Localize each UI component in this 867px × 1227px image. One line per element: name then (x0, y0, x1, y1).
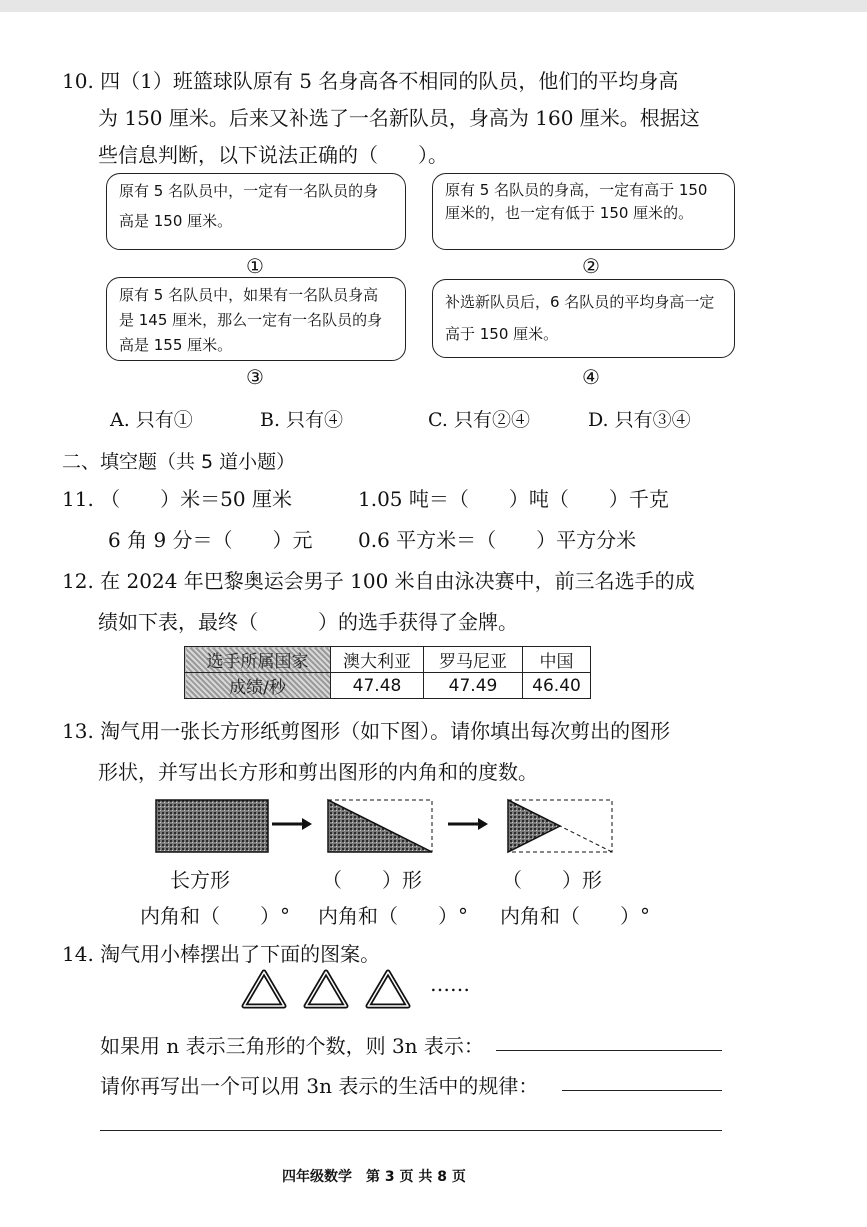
q13-line2: 形状，并写出长方形和剪出图形的内角和的度数。 (98, 760, 538, 784)
table-cell: 澳大利亚 (331, 647, 424, 673)
isosceles-triangle-shape (508, 800, 612, 852)
ellipsis: …… (430, 972, 470, 996)
table-cell: 47.49 (424, 673, 523, 699)
statement-box-2: 原有 5 名队员的身高，一定有高于 150 厘米的，也一定有低于 150 厘米的。 (432, 173, 735, 250)
statement-box-1: 原有 5 名队员中，一定有一名队员的身高是 150 厘米。 (106, 173, 406, 250)
q11-c: 6 角 9 分＝（ ）元 (108, 528, 313, 552)
label-circle-2: ② (582, 254, 600, 278)
table-row (185, 647, 591, 673)
shape-label-3: （ ）形 (502, 868, 602, 892)
q10-line2: 为 150 厘米。后来又补选了一名新队员，身高为 160 厘米。根据这 (98, 106, 700, 130)
q11-a: 11. （ ）米＝50 厘米 (62, 487, 292, 511)
table-row (185, 673, 591, 699)
q13-line1: 13. 淘气用一张长方形纸剪图形（如下图）。请你填出每次剪出的图形 (62, 719, 671, 743)
arrow-icon (448, 818, 488, 830)
stick-triangle-icon (306, 972, 346, 1006)
q12-line2: 绩如下表，最终（ ）的选手获得了金牌。 (98, 610, 518, 634)
right-triangle-shape (328, 800, 432, 852)
label-circle-4: ④ (582, 365, 600, 389)
answer-line-2[interactable] (562, 1090, 722, 1091)
row-header-country: 选手所属国家 (185, 647, 331, 673)
angle-sum-1: 内角和（ ）° (140, 904, 290, 928)
q12-line1: 12. 在 2024 年巴黎奥运会男子 100 米自由泳决赛中，前三名选手的成 (62, 569, 695, 593)
stick-triangle-icon (368, 972, 408, 1006)
q14-line3: 请你再写出一个可以用 3n 表示的生活中的规律： (100, 1074, 539, 1098)
page-footer: 四年级数学 第 3 页 共 8 页 (282, 1169, 466, 1185)
statement-box-3: 原有 5 名队员中，如果有一名队员身高是 145 厘米，那么一定有一名队员的身高是 155 厘米。 (106, 277, 406, 361)
q14-line2: 如果用 n 表示三角形的个数，则 3n 表示： (100, 1034, 484, 1058)
label-circle-1: ① (246, 254, 264, 278)
table-cell: 中国 (523, 647, 591, 673)
table-cell: 46.40 (523, 673, 591, 699)
rectangle-shape (156, 800, 268, 852)
option-d: D. 只有③④ (588, 409, 691, 431)
answer-line-3[interactable] (100, 1130, 722, 1131)
q14-line1: 14. 淘气用小棒摆出了下面的图案。 (62, 942, 381, 966)
stick-triangles-pattern (240, 968, 420, 1010)
table-cell: 47.48 (331, 673, 424, 699)
option-b: B. 只有④ (260, 409, 344, 431)
shape-label-2: （ ）形 (322, 868, 422, 892)
row-header-score: 成绩/秒 (185, 673, 331, 699)
stick-triangle-icon (244, 972, 284, 1006)
scan-top-edge (0, 0, 867, 12)
answer-line-1[interactable] (496, 1050, 722, 1051)
paper-cutting-diagram (150, 792, 620, 858)
q11-d: 0.6 平方米＝（ ）平方分米 (358, 528, 637, 552)
q10-line1: 10. 四（1）班篮球队原有 5 名身高各不相同的队员，他们的平均身高 (62, 69, 679, 93)
q10-line3: 些信息判断，以下说法正确的（ ）。 (98, 143, 448, 167)
statement-box-4: 补选新队员后，6 名队员的平均身高一定高于 150 厘米。 (432, 279, 735, 358)
results-table (184, 646, 591, 699)
option-c: C. 只有②④ (428, 409, 530, 431)
arrow-icon (272, 818, 312, 830)
section-heading: 二、填空题（共 5 道小题） (62, 451, 296, 473)
shape-label-rectangle: 长方形 (170, 868, 230, 892)
angle-sum-3: 内角和（ ）° (500, 904, 650, 928)
option-a: A. 只有① (110, 409, 193, 431)
label-circle-3: ③ (246, 365, 264, 389)
angle-sum-2: 内角和（ ）° (318, 904, 468, 928)
table-cell: 罗马尼亚 (424, 647, 523, 673)
q11-b: 1.05 吨＝（ ）吨（ ）千克 (358, 487, 669, 511)
